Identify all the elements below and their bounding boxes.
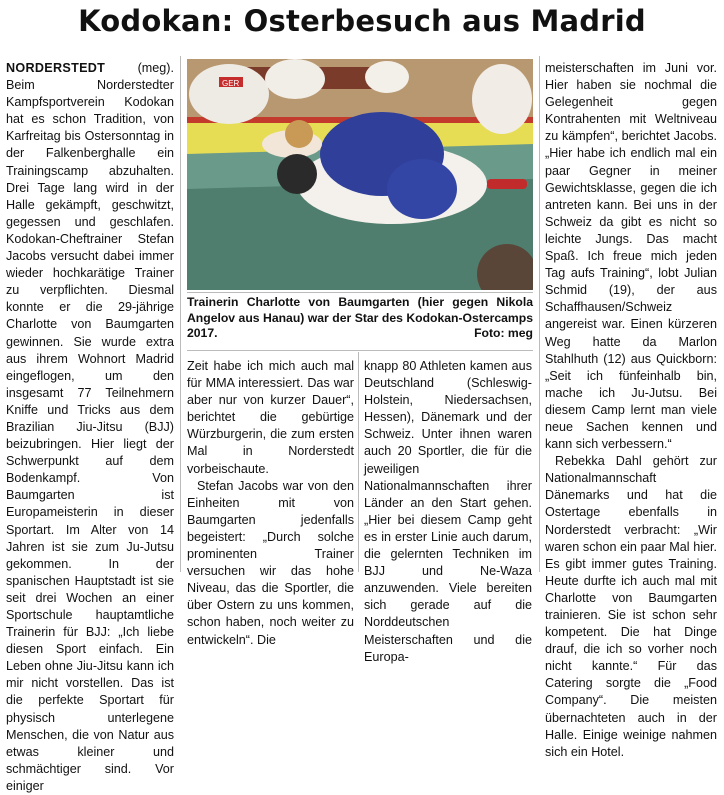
dateline: NORDERSTEDT <box>6 61 106 75</box>
article-column-3 <box>364 358 532 666</box>
caption-rule <box>187 350 533 351</box>
body-paragraph: Rebekka Dahl gehört zur Nationalmannschaft Dänemarks und hat die Ostertage ebenfalls in Norderstedt verbracht: „Wir waren schon ein paar Mal hier. Es gibt immer gutes Training. Heute durfte ich auch mal mit Charlotte von Baumgarten trainieren. Sie ist schon sehr kompetent. Die hat Dinge drauf, die ich so vorher noch nicht kannte.“ Für das Catering sorgte die „Food Company“. Die meisten übernachteten auch in der Halle. Einige weinige nahmen sich ein Hotel. <box>545 454 717 759</box>
author-tag: (meg). <box>137 61 174 75</box>
column-rule <box>539 56 540 572</box>
photo-caption <box>187 295 533 342</box>
column-rule <box>180 56 181 572</box>
article-column-4 <box>545 60 717 761</box>
article-headline: Kodokan: Osterbesuch aus Madrid <box>78 4 646 38</box>
column-rule <box>358 352 359 572</box>
article-photo <box>187 59 533 290</box>
caption-text: Trainerin Charlotte von Baumgarten (hier gegen Nikola Angelov aus Hanau) war der Star des Kodokan-Ostercamps 2017. <box>187 295 533 341</box>
body-paragraph: knapp 80 Athleten kamen aus Deutschland (Schleswig-Holstein, Niedersachsen, Hessen), Dänemark und der Schweiz. Unter ihnen waren auch 20 Sportler, die für die jeweiligen Nationalmannschaften ihrer Länder an den Start gehen. „Hier bei diesem Camp geht es in erster Linie auch darum, die gelernten Techniken im BJJ und Ne-Waza anzuwenden. Viele bereiten sich gerade auf die Norddeutschen Meisterschaften und die Europa- <box>364 359 532 664</box>
photo-credit: Foto: meg <box>474 326 533 341</box>
body-paragraph: meisterschaften im Juni vor. Hier haben sie nochmal die Gelegenheit gegen Kontrahenten mit Weltniveau zu kämpfen“, berichtet Jacobs. „Hier habe ich endlich mal ein paar Gegner in meiner Gewichtsklasse, gegen die ich antreten kann. Bei uns in der Schweiz da gibt es nicht so leichte Jungs. Das macht Spaß. Ich freue mich jeden Tag aufs Training“, lobt Julian Schmid (19), der aus Schaffhausen/Schweiz angereist war. Einen kürzeren Weg hatte da Marlon Stahlhuth (12) aus Quickborn: „Seit ich fünfeinhalb bin, mache ich Ju-Jutsu. Bei diesem Camp lernt man viele neue Sachen kennen und kann sich verbessern.“ <box>545 61 717 452</box>
body-text: Beim Norderstedter Kampfsportverein Kodokan hat es schon Tradition, von Karfreitag bis Ostersonntag in der Falkenberghalle ein Trainingscamp abzuhalten. Drei Tage lang wird in der Halle gekämpft, geschwitzt, gegessen und geschlafen. Kodokan-Cheftrainer Stefan Jacobs versucht dabei immer wieder hochkarätige Trainer zu verpflichten. Diesmal konnte er die 29-jährige Charlotte von Baumgarten gewinnen. Sie wurde extra aus ihrem Wohnort Madrid eingeflogen, um den insgesamt 77 Teilnehmern Kniffe und Tricks aus dem Brazilian Jiu-Jitsu (BJJ) beizubringen. Hier liegt der Schwerpunkt auf dem Bodenkampf. Von Baumgarten ist Europameisterin in dieser Sportart. Im Alter von 14 Jahren ist sie zum Ju-Jutsu gekommen. In der spanischen Hauptstadt ist sie seit drei Wochen an einer Sportschule hauptamtliche Trainerin für BJJ: „Ich liebe diesen Sport einfach. Ein Leben ohne Jiu-Jitsu kann ich mir nicht vorstellen. Das ist die perfekte Sportart für physisch unterlegene Menschen, die von Natur aus etwas kleiner und schmächtiger sind. Vor einiger <box>6 78 174 793</box>
article-column-2 <box>187 358 354 649</box>
body-paragraph: Stefan Jacobs war von den Einheiten mit von Baumgarten jedenfalls begeistert: „Durch solche prominenten Trainer versuchen wir das hohe Niveau, das die Sportler, die über Ostern zu uns kommen, schon haben, noch weiter zu entwickeln“. Die <box>187 478 354 647</box>
bib-label: GER <box>222 79 240 88</box>
caption-rule <box>187 292 533 293</box>
body-paragraph: Zeit habe ich mich auch mal für MMA interessiert. Das war aber nur von kurzer Dauer“, berichtet die gebürtige Würzburgerin, die zum ersten Mal in Norderstedt vorbeischaute. <box>187 359 354 476</box>
article-column-1 <box>6 60 174 795</box>
lead-paragraph <box>6 60 174 795</box>
